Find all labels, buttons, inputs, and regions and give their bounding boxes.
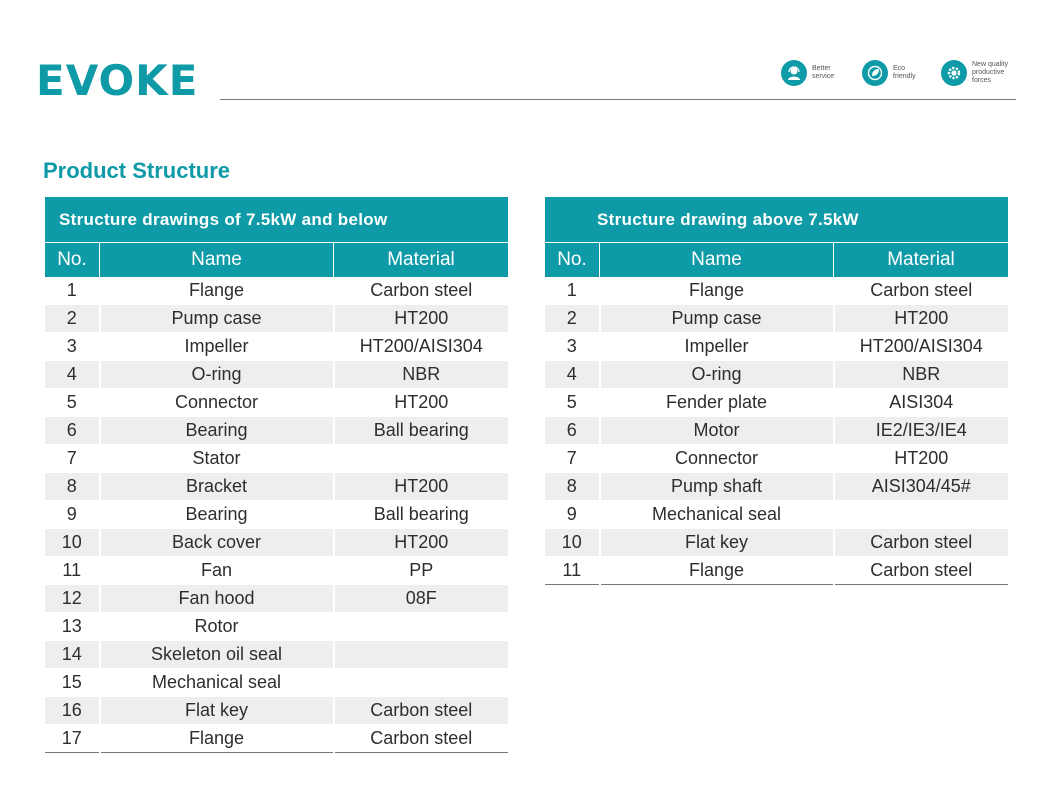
badge-label: New quality productive forces <box>972 61 1009 84</box>
table-row <box>45 613 508 641</box>
cell-name: Flange <box>100 277 334 305</box>
cell-name: Bracket <box>100 473 334 501</box>
structure-table-small <box>45 197 508 753</box>
cell-no: 9 <box>45 501 100 529</box>
cell-material: AISI304/45# <box>834 473 1009 501</box>
cell-no: 12 <box>45 585 100 613</box>
cell-material: Carbon steel <box>334 277 509 305</box>
table-row <box>45 725 508 753</box>
table-row <box>45 697 508 725</box>
cell-name: Pump case <box>600 305 834 333</box>
cell-material: HT200 <box>334 305 509 333</box>
cell-no: 4 <box>545 361 600 389</box>
table-row <box>45 669 508 697</box>
cell-material: Carbon steel <box>834 557 1009 585</box>
cell-no: 5 <box>45 389 100 417</box>
header-divider <box>220 99 1016 100</box>
cell-no: 6 <box>545 417 600 445</box>
cell-name: Skeleton oil seal <box>100 641 334 669</box>
cell-name: O-ring <box>100 361 334 389</box>
cell-material: 08F <box>334 585 509 613</box>
table-row <box>45 361 508 389</box>
badge-eco-friendly <box>862 60 923 86</box>
cell-name: Fan <box>100 557 334 585</box>
column-header-material: Material <box>334 243 509 278</box>
cell-material: Ball bearing <box>334 501 509 529</box>
cell-material <box>334 641 509 669</box>
table-caption: Structure drawings of 7.5kW and below <box>45 197 508 243</box>
badge-group <box>781 60 1016 86</box>
table-row <box>545 501 1008 529</box>
cell-no: 3 <box>45 333 100 361</box>
headset-person-icon <box>781 60 807 86</box>
cell-material: IE2/IE3/IE4 <box>834 417 1009 445</box>
cell-name: Back cover <box>100 529 334 557</box>
cell-no: 8 <box>545 473 600 501</box>
gear-icon <box>941 60 967 86</box>
table-caption: Structure drawing above 7.5kW <box>545 197 1008 243</box>
table-row <box>545 277 1008 305</box>
cell-no: 13 <box>45 613 100 641</box>
badge-new-quality <box>941 60 1016 86</box>
column-header-no: No. <box>545 243 600 278</box>
table-row <box>45 473 508 501</box>
cell-name: Fan hood <box>100 585 334 613</box>
badge-label: Eco friendly <box>893 65 916 80</box>
table-row <box>545 305 1008 333</box>
cell-name: Pump shaft <box>600 473 834 501</box>
cell-material: HT200 <box>334 473 509 501</box>
cell-name: Flat key <box>600 529 834 557</box>
cell-material <box>334 669 509 697</box>
table-row <box>545 557 1008 585</box>
column-header-name: Name <box>100 243 334 278</box>
cell-no: 8 <box>45 473 100 501</box>
cell-material: HT200 <box>334 529 509 557</box>
cell-material: Carbon steel <box>834 277 1009 305</box>
cell-name: Stator <box>100 445 334 473</box>
cell-no: 11 <box>545 557 600 585</box>
cell-no: 15 <box>45 669 100 697</box>
cell-no: 5 <box>545 389 600 417</box>
cell-material: Carbon steel <box>834 529 1009 557</box>
table-row <box>45 333 508 361</box>
cell-name: O-ring <box>600 361 834 389</box>
cell-no: 7 <box>545 445 600 473</box>
cell-material: AISI304 <box>834 389 1009 417</box>
table-row <box>45 641 508 669</box>
cell-no: 14 <box>45 641 100 669</box>
cell-material: Ball bearing <box>334 417 509 445</box>
table-row <box>545 389 1008 417</box>
cell-no: 10 <box>545 529 600 557</box>
cell-no: 1 <box>545 277 600 305</box>
table-row <box>545 529 1008 557</box>
table-row <box>545 361 1008 389</box>
column-header-material: Material <box>834 243 1009 278</box>
cell-material <box>834 501 1009 529</box>
table-row <box>45 557 508 585</box>
evoke-logo: EVOKE <box>36 56 199 105</box>
cell-material: NBR <box>334 361 509 389</box>
cell-name: Mechanical seal <box>600 501 834 529</box>
cell-no: 3 <box>545 333 600 361</box>
table-row <box>45 417 508 445</box>
cell-no: 4 <box>45 361 100 389</box>
cell-name: Flat key <box>100 697 334 725</box>
table-row <box>545 445 1008 473</box>
structure-table-large <box>545 197 1008 585</box>
table-row <box>545 333 1008 361</box>
table-row <box>45 445 508 473</box>
badge-label: Better service <box>812 65 835 80</box>
table-row <box>45 529 508 557</box>
cell-material: HT200 <box>334 389 509 417</box>
cell-material: NBR <box>834 361 1009 389</box>
cell-material: Carbon steel <box>334 697 509 725</box>
cell-name: Flange <box>600 277 834 305</box>
cell-no: 11 <box>45 557 100 585</box>
cell-no: 2 <box>545 305 600 333</box>
cell-name: Impeller <box>100 333 334 361</box>
cell-name: Connector <box>100 389 334 417</box>
cell-name: Motor <box>600 417 834 445</box>
table-row <box>45 501 508 529</box>
cell-no: 16 <box>45 697 100 725</box>
table-row <box>545 473 1008 501</box>
cell-no: 1 <box>45 277 100 305</box>
cell-no: 10 <box>45 529 100 557</box>
cell-no: 17 <box>45 725 100 753</box>
table-row <box>45 585 508 613</box>
cell-name: Fender plate <box>600 389 834 417</box>
column-header-name: Name <box>600 243 834 278</box>
table-row <box>545 417 1008 445</box>
cell-name: Mechanical seal <box>100 669 334 697</box>
cell-material: HT200 <box>834 445 1009 473</box>
cell-no: 6 <box>45 417 100 445</box>
page-title: Product Structure <box>43 158 231 183</box>
cell-no: 9 <box>545 501 600 529</box>
cell-no: 7 <box>45 445 100 473</box>
table-row <box>45 305 508 333</box>
cell-name: Bearing <box>100 417 334 445</box>
cell-name: Flange <box>100 725 334 753</box>
cell-material <box>334 613 509 641</box>
eco-leaf-icon <box>862 60 888 86</box>
cell-material: HT200/AISI304 <box>334 333 509 361</box>
cell-material: PP <box>334 557 509 585</box>
cell-no: 2 <box>45 305 100 333</box>
cell-name: Rotor <box>100 613 334 641</box>
badge-better-service <box>781 60 844 86</box>
cell-material: Carbon steel <box>334 725 509 753</box>
cell-material: HT200/AISI304 <box>834 333 1009 361</box>
column-header-no: No. <box>45 243 100 278</box>
cell-name: Bearing <box>100 501 334 529</box>
table-row <box>45 389 508 417</box>
cell-name: Impeller <box>600 333 834 361</box>
cell-name: Connector <box>600 445 834 473</box>
cell-material <box>334 445 509 473</box>
cell-material: HT200 <box>834 305 1009 333</box>
table-row <box>45 277 508 305</box>
cell-name: Flange <box>600 557 834 585</box>
cell-name: Pump case <box>100 305 334 333</box>
